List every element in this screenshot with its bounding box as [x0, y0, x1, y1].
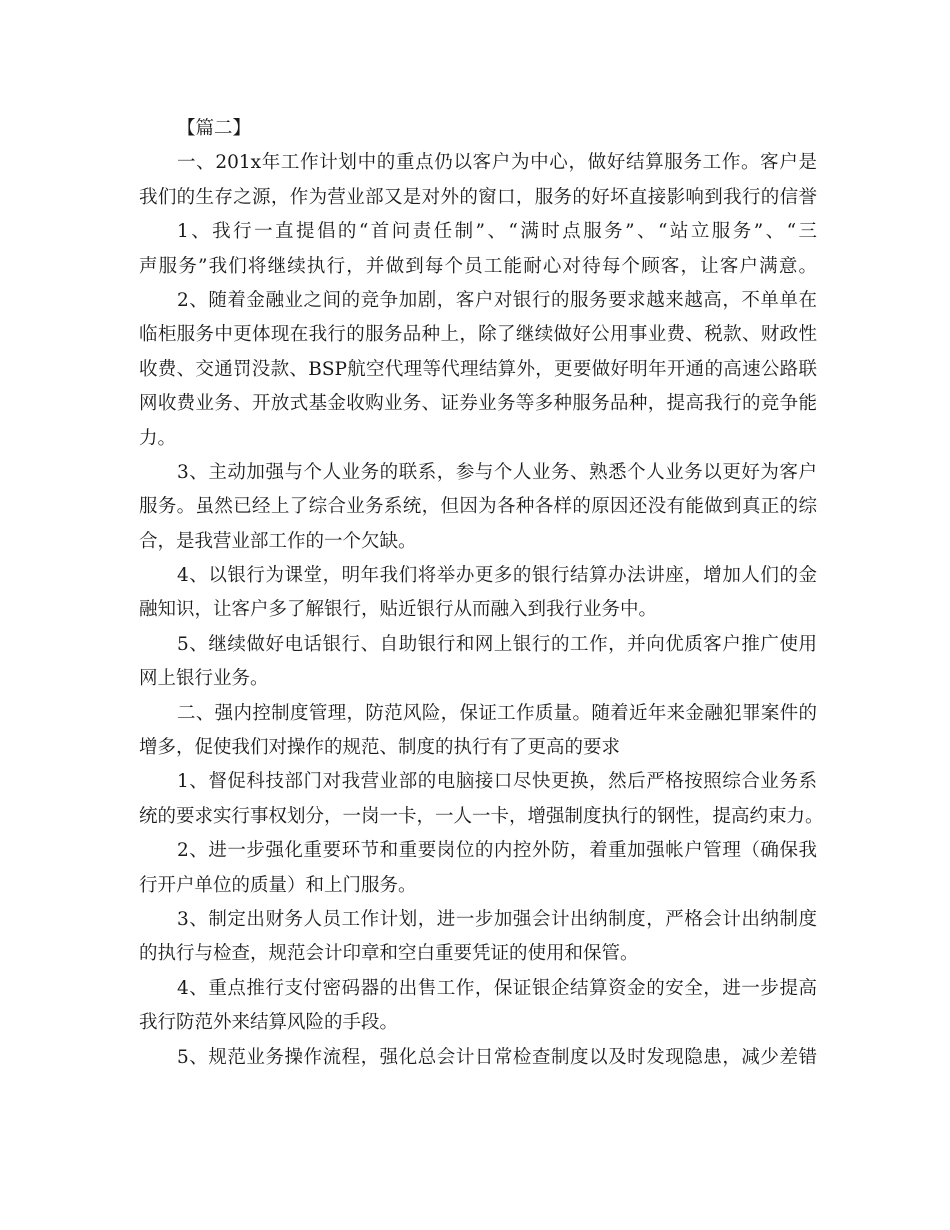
section-heading: 【篇二】	[177, 118, 252, 139]
paragraph-line: 服务。虽然已经上了综合业务系统，但因为各种各样的原因还没有能做到真正的综	[139, 496, 817, 518]
paragraph-line: 一、201x年工作计划中的重点仍以客户为中心，做好结算服务工作。客户是	[177, 152, 817, 174]
paragraph-line: 我们的生存之源，作为营业部又是对外的窗口，服务的好坏直接影响到我行的信誉	[139, 186, 817, 208]
paragraph-line: 3、制定出财务人员工作计划，进一步加强会计出纳制度，严格会计出纳制度	[177, 908, 817, 930]
document-page	[139, 112, 824, 1075]
paragraph-line: 1、我行一直提倡的“首问责任制”、“满时点服务”、“站立服务”、“三	[177, 221, 817, 243]
paragraph-line: 声服务”我们将继续执行，并做到每个员工能耐心对待每个顾客，让客户满意。	[139, 255, 817, 277]
paragraph-line: 5、规范业务操作流程，强化总会计日常检查制度以及时发现隐患，减少差错	[177, 1046, 817, 1068]
paragraph-line: 的执行与检查，规范会计印章和空白重要凭证的使用和保管。	[139, 943, 639, 965]
paragraph-line: 我行防范外来结算风险的手段。	[139, 1012, 399, 1034]
paragraph-line: 融知识，让客户多了解银行，贴近银行从而融入到我行业务中。	[139, 599, 658, 621]
paragraph-line: 增多，促使我们对操作的规范、制度的执行有了更高的要求	[139, 737, 621, 759]
paragraph-line: 收费、交通罚没款、BSP航空代理等代理结算外，更要做好明年开通的高速公路联	[139, 358, 817, 380]
paragraph-line: 2、进一步强化重要环节和重要岗位的内控外防，着重加强帐户管理（确保我	[177, 840, 817, 862]
paragraph-line: 二、强内控制度管理，防范风险，保证工作质量。随着近年来金融犯罪案件的	[177, 702, 817, 724]
paragraph-line: 4、重点推行支付密码器的出售工作，保证银企结算资金的安全，进一步提高	[177, 977, 817, 999]
paragraph-line: 行开户单位的质量）和上门服务。	[139, 874, 417, 896]
paragraph-line: 2、随着金融业之间的竞争加剧，客户对银行的服务要求越来越高，不单单在	[177, 289, 817, 311]
paragraph-line: 5、继续做好电话银行、自助银行和网上银行的工作，并向优质客户推广使用	[177, 633, 817, 655]
paragraph-line: 临柜服务中更体现在我行的服务品种上，除了继续做好公用事业费、税款、财政性	[139, 324, 817, 346]
paragraph-line: 3、主动加强与个人业务的联系，参与个人业务、熟悉个人业务以更好为客户	[177, 461, 817, 483]
paragraph-line: 网收费业务、开放式基金收购业务、证券业务等多种服务品种，提高我行的竞争能	[139, 393, 817, 415]
paragraph-line: 4、以银行为课堂，明年我们将举办更多的银行结算办法讲座，增加人们的金	[177, 565, 817, 587]
paragraph-line: 1、督促科技部门对我营业部的电脑接口尽快更换，然后严格按照综合业务系	[177, 771, 817, 793]
paragraph-line: 合，是我营业部工作的一个欠缺。	[139, 530, 417, 552]
paragraph-line: 力。	[139, 427, 177, 449]
paragraph-line: 统的要求实行事权划分，一岗一卡，一人一卡，增强制度执行的钢性，提高约束力。	[139, 805, 824, 827]
paragraph-line: 网上银行业务。	[139, 668, 269, 690]
